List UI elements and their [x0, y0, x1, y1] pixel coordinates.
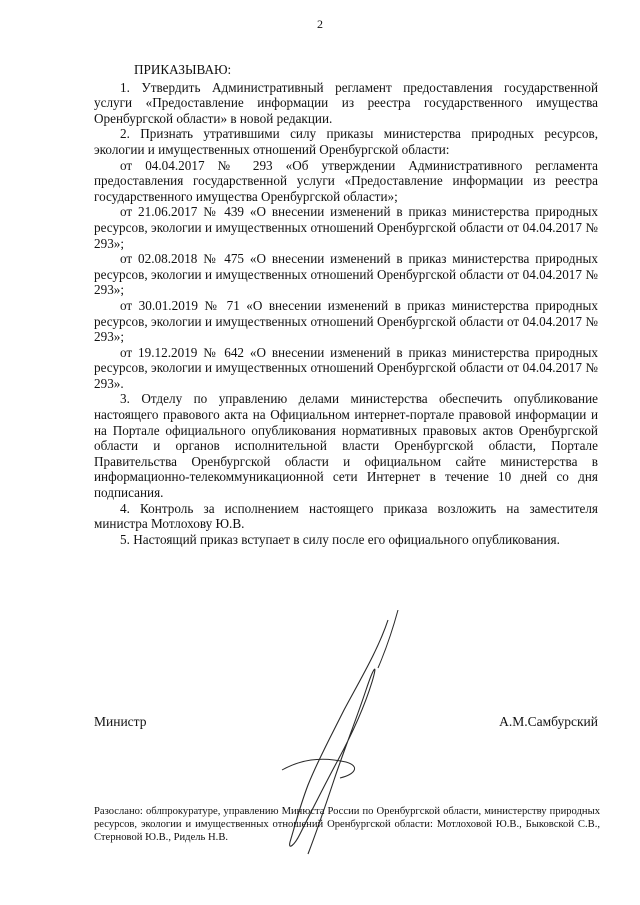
signatory-title: Министр [94, 714, 147, 729]
distribution-list: Разослано: облпрокуратуре, управлению Минюста России по Оренбургской области, министерству природных ресурсов, экологии и имущественных отношений Оренбургской области: Мотлоховой Ю.В., Быковской С.В., Стерновой Ю.В., Ридель Н.В. [94, 806, 600, 843]
item-2: 2. Признать утратившими силу приказы министерства природных ресурсов, экологии и имущественных отношений Оренбургской области: [94, 126, 598, 157]
page-number: 2 [317, 17, 323, 31]
signatory-name: А.М.Самбурский [499, 714, 598, 729]
revoked-order: от 04.04.2017 № 293 «Об утверждении Административного регламента предоставления государственной услуги «Предоставление информации из реестра государственного имущества Оренбургской области»; [94, 157, 598, 204]
item-5: 5. Настоящий приказ вступает в силу после его официального опубликования. [120, 531, 560, 547]
item-4: 4. Контроль за исполнением настоящего приказа возложить на заместителя министра Мотлохову Ю.В. [94, 500, 598, 532]
revoked-order: от 19.12.2019 № 642 «О внесении изменений в приказ министерства природных ресурсов, экологии и имущественных отношений Оренбургской области от 04.04.2017 № 293». [94, 344, 598, 391]
revoked-order: от 30.01.2019 № 71 «О внесении изменений в приказ министерства природных ресурсов, экологии и имущественных отношений Оренбургской области от 04.04.2017 № 293»; [94, 297, 598, 345]
item-3: 3. Отделу по управлению делами министерства обеспечить опубликование настоящего правового акта на Официальном интернет-портале правовой информации и на Портале официального опубликования нормативных правовых актов Оренбургской области и органов исполнительной власти Оренбургской области, Портале Правительства Оренбургской области и официальном сайте министерства в информационно-телекоммуникационной сети Интернет в течение 10 дней со дня подписания. [94, 391, 598, 501]
revoked-order: от 21.06.2017 № 439 «О внесении изменений в приказ министерства природных ресурсов, экологии и имущественных отношений Оренбургской области от 04.04.2017 № 293»; [94, 204, 598, 251]
revoked-order: от 02.08.2018 № 475 «О внесении изменений в приказ министерства природных ресурсов, экологии и имущественных отношений Оренбургской области от 04.04.2017 № 293»; [94, 251, 598, 298]
item-1: 1. Утвердить Административный регламент предоставления государственной услуги «Предоставление информации из реестра государственного имущества Оренбургской области» в новой редакции. [94, 79, 598, 126]
order-body [94, 58, 598, 547]
order-heading: ПРИКАЗЫВАЮ: [134, 62, 232, 77]
